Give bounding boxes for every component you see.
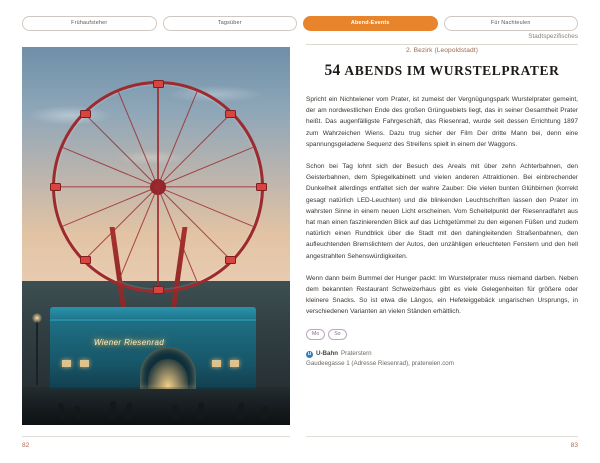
wheel-cabin (225, 256, 236, 264)
person-silhouette (58, 403, 64, 419)
opening-days-badges (306, 329, 578, 340)
tab-fuer-nachteulen[interactable]: Für Nachteulen (444, 16, 579, 31)
section-label: Stadtspezifisches (528, 33, 578, 40)
photo-canvas (22, 47, 290, 425)
neon-sign: Wiener Riesenrad (93, 338, 165, 347)
transit-info (306, 349, 372, 359)
person-silhouette (198, 402, 204, 419)
article-column (306, 47, 578, 369)
article-number: 54 (324, 62, 341, 79)
person-silhouette (126, 403, 132, 419)
tab-bar (22, 14, 578, 32)
person-silhouette (110, 401, 116, 419)
wheel-cabin (153, 286, 164, 294)
person-silhouette (262, 406, 268, 419)
page-number-right: 83 (570, 442, 578, 449)
page-title (306, 62, 578, 80)
window-light (212, 360, 221, 367)
badge-day-mo: Mo (306, 329, 325, 340)
street-lamp (36, 319, 38, 385)
person-silhouette (74, 406, 80, 419)
article-paragraph-2: Schon bei Tag lohnt sich der Besuch des Areals mit über zehn Achterbahnen, den Geisterbahnen, dem Spiegelkabinett und vielen anderen Attraktionen. Bei einbrechender Dunkelheit allerdings entfaltet sich der wahre Zauber: Die vielen bunten Glühbirnen (korrekt gesagt natürlich LED-Leuchten) und die blinkenden Leuchtschriften lassen den Prater im wahrsten Sinne in einem neuen Licht erscheinen. Vom Scheitelpunkt der Riesenradfahrt aus hat man einen faszinierenden Blick auf das Lichtgetümmel zu den eigenen Füßen und zudem natürlich einen Rundblick über die Stadt mit den dahingleitenden Straßenbahnen, den aufleuchtenden Bremslichtern der Autos, den unzähligen erleuchteten Fenstern und den hell angestrahlten Sehenswürdigkeiten. (306, 163, 578, 260)
person-silhouette (238, 403, 244, 419)
transit-station: Praterstern (341, 350, 372, 358)
section-divider (306, 44, 578, 45)
wheel-cabin (225, 110, 236, 118)
article-paragraph-1: Spricht ein Nichtwiener vom Prater, ist zumeist der Vergnügungspark Wurstelprater gemeint, der am nordwestlichen Ende des großen Grünguebiets liegt, das in seiner Gesamtheit Prater heißt. Das augenfälligste Fahrgeschäft, das Riesenrad, wurde seit dessen Errichtung 1897 zum Wahrzeichen Wiens. Dazu trug sicher der Film Der dritte Mann bei, denn eine spannungsgeladene Sequenz des Streifens spielt in einem der Waggons. (306, 96, 578, 148)
address-line: Gaudeegasse 1 (Adresse Riesenrad), praterwien.com (306, 360, 454, 368)
badge-day-so: So (328, 329, 346, 340)
wheel-cabin (80, 110, 91, 118)
article-kicker: 2. Bezirk (Leopoldstadt) (405, 47, 479, 54)
wheel-cabin (153, 80, 164, 88)
wheel-cabin (80, 256, 91, 264)
tab-fruehaufsteher[interactable]: Frühaufsteher (22, 16, 157, 31)
wiener-riesenrad-photo (22, 47, 290, 425)
wheel-cabin (50, 183, 61, 191)
window-light (230, 360, 239, 367)
transit-label: U-Bahn (316, 350, 338, 358)
article-paragraph-3: Wenn dann beim Bummel der Hunger packt: Im Wurstelprater muss niemand darben. Neben dem bekannten Restaurant Schweizerhaus gibt es viele Gelegenheiten für größere oder kleinere Snacks. So ist etwa die Längos, ein Hefeteiggebäck ungarischen Ursprungs, in verschiedenen Varianten an vielen Ständen erhältlich. (306, 274, 578, 316)
page-number-left: 82 (22, 442, 30, 449)
ferris-wheel (52, 81, 264, 293)
footer-divider-right (306, 436, 578, 437)
article-title-text: ABENDS IM WURSTELPRATER (344, 63, 560, 78)
tab-abend-events[interactable]: Abend-Events (303, 16, 438, 31)
tab-tagsueber[interactable]: Tagsüber (163, 16, 298, 31)
footer-divider-left (22, 436, 290, 437)
person-silhouette (172, 405, 178, 419)
window-light (62, 360, 71, 367)
wheel-cabin (256, 183, 267, 191)
footer-info (306, 349, 578, 370)
u-bahn-icon: U (307, 351, 312, 357)
window-light (80, 360, 89, 367)
